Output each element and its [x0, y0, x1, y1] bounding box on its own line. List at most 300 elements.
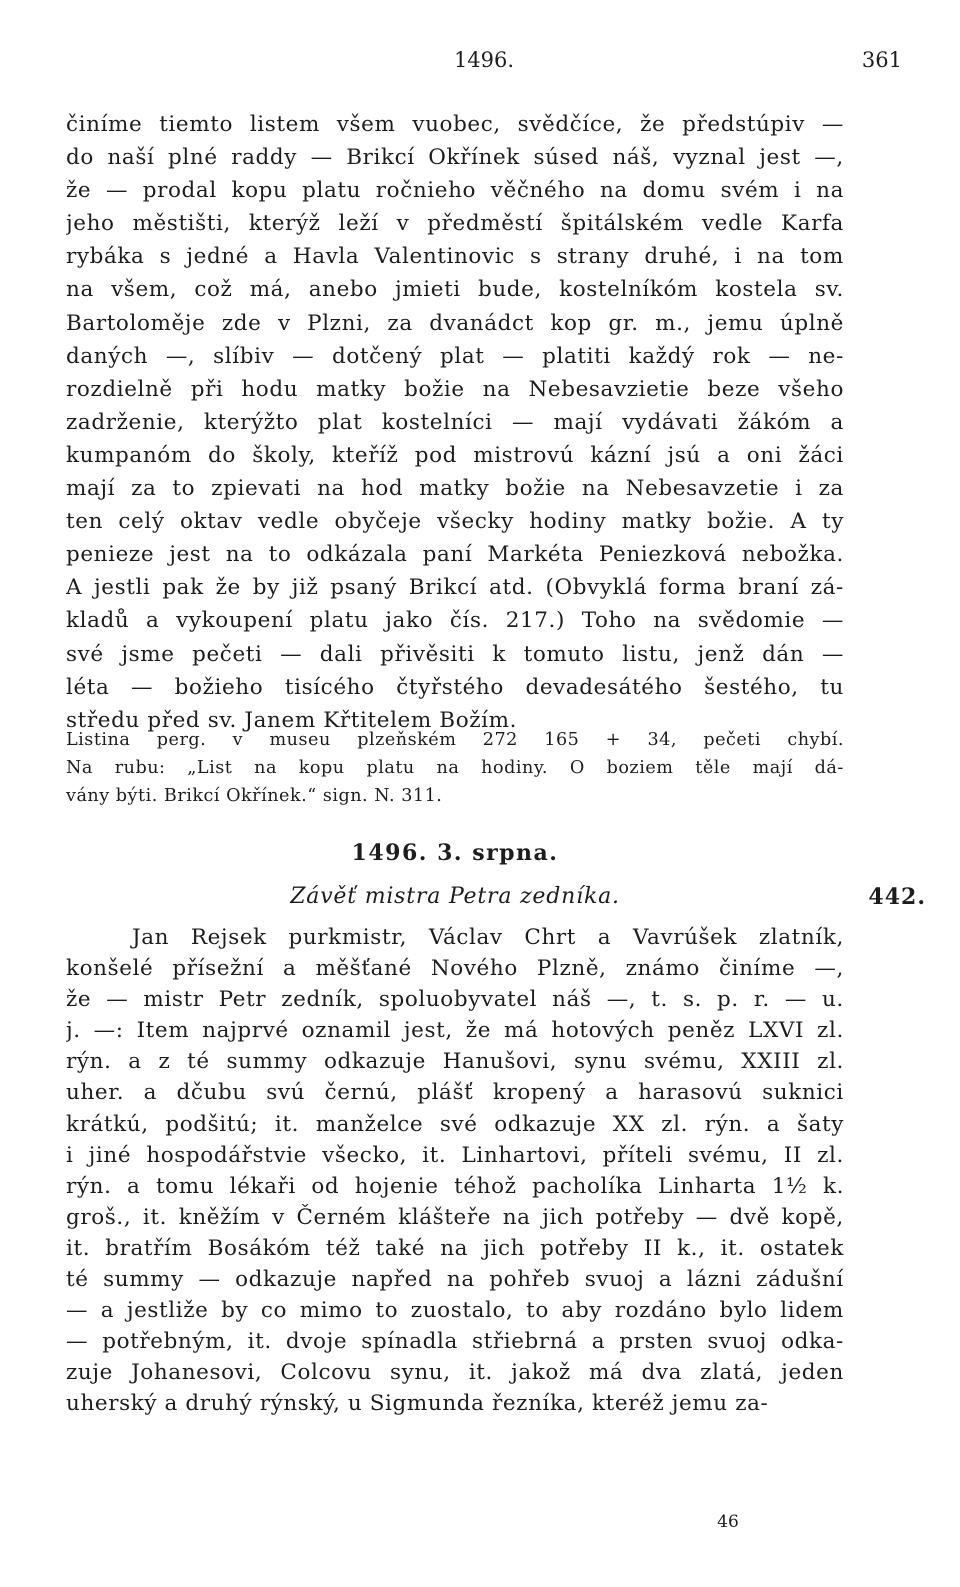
word: Janem	[244, 707, 324, 733]
word: konšelé	[66, 956, 154, 982]
word: na	[440, 1235, 469, 1261]
word: z	[158, 1049, 171, 1075]
word: jedné	[186, 244, 250, 270]
text-line	[66, 538, 844, 571]
word: jestliže	[126, 1298, 209, 1324]
word: it.	[247, 1329, 272, 1355]
word: Božím.	[439, 707, 518, 733]
word: svému,	[643, 1049, 725, 1075]
word: aby	[561, 1298, 603, 1324]
word: před	[147, 707, 208, 733]
word: mimo	[299, 1298, 363, 1324]
word: i	[793, 178, 802, 204]
word: hospodářstvie	[146, 1142, 307, 1168]
word: synu,	[389, 1360, 451, 1386]
word: —	[66, 1298, 89, 1324]
word: —	[292, 343, 315, 369]
text-line	[66, 174, 844, 207]
word: za	[131, 476, 157, 502]
word: kterýžto	[203, 409, 299, 435]
word: těle	[695, 758, 731, 778]
word: hodiny.	[481, 758, 549, 778]
word: zl.	[817, 1142, 844, 1168]
word: u	[347, 1391, 370, 1417]
text-line	[66, 273, 844, 306]
word: sv.	[814, 277, 844, 303]
word: rozdáno	[614, 1298, 707, 1324]
text-line	[66, 1388, 844, 1419]
word: Karfa	[781, 211, 844, 237]
text-line	[66, 984, 844, 1015]
word: —	[695, 1204, 718, 1230]
text-line	[66, 671, 844, 704]
text-line	[66, 604, 844, 637]
word: rýn.	[66, 1173, 112, 1199]
word: všecko,	[322, 1142, 408, 1168]
word: mají	[553, 409, 603, 435]
word: Colcovu	[280, 1360, 372, 1386]
word: odkazuje	[494, 1111, 597, 1137]
word: do	[66, 145, 94, 171]
word: A	[790, 509, 807, 535]
word: všecky	[437, 509, 514, 535]
word: zlatník,	[758, 925, 844, 950]
word: přivěsiti	[380, 641, 475, 667]
word: na	[66, 277, 94, 303]
word: hotových	[551, 1018, 655, 1044]
word: rýnský,	[259, 1391, 348, 1417]
word: penieze	[66, 542, 155, 568]
word: „List	[187, 758, 233, 778]
word: dčubu	[176, 1080, 247, 1106]
word: Sigmunda	[369, 1391, 492, 1417]
word: —,	[165, 343, 196, 369]
word: bratřím	[105, 1235, 193, 1261]
word: matky	[316, 376, 387, 402]
word: tu	[820, 674, 844, 700]
word: za	[387, 310, 413, 336]
word: kumpanóm	[66, 442, 192, 468]
word: hod	[360, 476, 404, 502]
word: forma	[658, 575, 727, 601]
document-date-heading: 1496. 3. srpna.	[351, 840, 559, 866]
word: it.	[422, 1142, 447, 1168]
document-number: 442.	[868, 884, 926, 910]
word: ne-	[808, 343, 844, 369]
word: svém	[720, 178, 780, 204]
word: Křtitelem	[323, 707, 440, 733]
word: p.	[717, 987, 739, 1013]
word: 311.	[401, 786, 443, 806]
text-line	[66, 406, 844, 439]
word: Valentinovic	[374, 244, 515, 270]
word: —	[821, 608, 844, 634]
word: kladů	[66, 608, 130, 634]
word: té	[66, 1267, 89, 1293]
word: odkazuje	[235, 1267, 338, 1293]
word: plat	[440, 343, 485, 369]
word: k.,	[677, 1235, 706, 1261]
word: Brikcí	[346, 145, 415, 171]
word: súsed	[533, 145, 599, 171]
word: od	[311, 1173, 340, 1199]
word: též	[325, 1235, 361, 1261]
word: Vavrúšek	[632, 925, 738, 950]
word: potřeby	[595, 1204, 685, 1230]
word: tom	[800, 244, 844, 270]
word: školy,	[252, 442, 316, 468]
word: i	[795, 476, 803, 502]
word: museu	[269, 730, 331, 750]
word: vuobec,	[412, 112, 501, 137]
word: plášť	[417, 1080, 474, 1106]
word: to	[268, 542, 292, 568]
word: svuoj	[584, 1267, 645, 1293]
word: šaty	[796, 1111, 844, 1137]
word: suknici	[762, 1080, 844, 1106]
word: Na	[66, 758, 93, 778]
word: XXIII	[741, 1049, 801, 1075]
word: anebo	[308, 277, 378, 303]
text-line	[66, 240, 844, 273]
word: jeden	[781, 1360, 844, 1386]
word: že	[66, 987, 92, 1013]
word: mistr	[143, 987, 204, 1013]
word: obyčeje	[334, 509, 422, 535]
word: jsú	[667, 442, 701, 468]
text-line	[66, 373, 844, 406]
word: s	[159, 244, 172, 270]
word: gr.	[608, 310, 639, 336]
text-line	[66, 726, 844, 754]
word: —	[106, 987, 129, 1013]
word: Okřínek	[428, 145, 520, 171]
word: na	[581, 476, 610, 502]
word: kázní	[590, 442, 652, 468]
word: s	[530, 244, 542, 270]
word: mají	[752, 758, 793, 778]
word: Listina	[66, 730, 131, 750]
paragraph-testament-text	[66, 922, 844, 1420]
word: a	[100, 1298, 115, 1324]
word: čtyřstého	[396, 674, 504, 700]
word: božie	[505, 476, 566, 502]
word: bude,	[477, 277, 542, 303]
word: uher.	[66, 1080, 125, 1106]
text-line	[66, 141, 844, 174]
text-line	[66, 1357, 844, 1388]
word: klášteře	[398, 1204, 492, 1230]
word: uherský	[66, 1391, 165, 1417]
word: m.,	[655, 310, 691, 336]
word: plzeňském	[357, 730, 457, 750]
word: v	[272, 1204, 285, 1230]
word: a	[164, 1391, 186, 1417]
text-line	[66, 1326, 844, 1357]
word: —	[280, 641, 303, 667]
word: plat	[317, 409, 363, 435]
word: zá-	[810, 575, 844, 601]
word: 1½	[771, 1173, 808, 1199]
word: Černém	[296, 1204, 387, 1230]
word: oni	[746, 442, 783, 468]
word: má	[588, 1360, 624, 1386]
paragraph-charter-text	[66, 108, 844, 737]
word: atd.	[489, 575, 534, 601]
word: pečeti	[703, 730, 761, 750]
text-line	[66, 953, 844, 984]
word: celý	[118, 509, 165, 535]
word: vedle	[257, 509, 320, 535]
word: platu	[309, 608, 369, 634]
word: it.	[274, 1111, 300, 1137]
word: božie.	[707, 509, 776, 535]
word: svú	[266, 1080, 306, 1106]
word: rubu:	[114, 758, 166, 778]
word: co	[260, 1298, 288, 1324]
word: —	[502, 343, 525, 369]
word: že	[465, 1018, 492, 1044]
word: na	[482, 376, 511, 402]
text-line	[66, 1171, 844, 1202]
word: ty	[822, 509, 844, 535]
word: 34,	[647, 730, 677, 750]
word: manželce	[315, 1111, 424, 1137]
word: dali	[319, 641, 363, 667]
word: Nového	[430, 956, 518, 982]
word: náš,	[612, 145, 660, 171]
text-line	[66, 782, 844, 810]
word: šestého,	[704, 674, 799, 700]
word: téhož	[454, 1173, 517, 1199]
word: Nebesavzietie	[528, 376, 690, 402]
word: ročnieho	[375, 178, 477, 204]
word: jich	[483, 1235, 526, 1261]
word: vyznal	[672, 145, 746, 171]
word: tomuto	[523, 641, 605, 667]
word: za	[818, 476, 844, 502]
word: jenž	[697, 641, 745, 667]
word: všem	[336, 112, 396, 137]
word: černú,	[324, 1080, 398, 1106]
word: na	[317, 476, 345, 502]
word: Plzně,	[536, 956, 607, 982]
word: —	[105, 178, 129, 204]
word: spoluobyvatel	[378, 987, 538, 1013]
word: kostelníkóm	[559, 277, 699, 303]
word: rybáka	[66, 244, 145, 270]
signature-mark: 46	[717, 1512, 739, 1532]
text-line	[66, 754, 844, 782]
word: rok	[712, 343, 751, 369]
word: jestli	[94, 575, 151, 601]
word: na	[816, 178, 844, 204]
word: to	[375, 1298, 399, 1324]
word: dvoje	[285, 1329, 348, 1355]
word: —	[131, 674, 154, 700]
word: dvě	[729, 1204, 770, 1230]
word: žáci	[798, 442, 844, 468]
word: a	[591, 1329, 606, 1355]
word: lékaři	[229, 1173, 296, 1199]
word: (Obvyklá	[545, 575, 648, 601]
word: dán	[762, 641, 805, 667]
word: úplně	[779, 310, 844, 336]
word: Linharta	[658, 1173, 757, 1199]
word: odkázala	[306, 542, 408, 568]
word: Václav	[428, 925, 503, 950]
word: platiti	[542, 343, 611, 369]
word: Bosákóm	[207, 1235, 311, 1261]
word: Item	[136, 1018, 190, 1044]
word: Brikcí	[163, 786, 227, 806]
word: své	[439, 1111, 478, 1137]
word: pacholíka	[532, 1173, 643, 1199]
word: jest	[759, 145, 801, 171]
word: listu,	[622, 641, 680, 667]
word: kopu	[298, 758, 345, 778]
word: a	[766, 1111, 781, 1137]
word: činíme	[66, 112, 143, 137]
word: pak	[162, 575, 204, 601]
word: synu	[573, 1049, 628, 1075]
word: věčného	[490, 178, 586, 204]
word: přísežní	[172, 956, 264, 982]
word: kterýž	[248, 211, 321, 237]
word: s.	[682, 987, 703, 1013]
text-line	[66, 922, 844, 953]
word: a	[605, 1080, 619, 1106]
word: jich	[542, 1204, 585, 1230]
word: v	[396, 211, 410, 237]
word: své	[66, 641, 104, 667]
word: vykoupení	[176, 608, 293, 634]
word: groš.,	[66, 1204, 132, 1230]
word: že	[215, 575, 241, 601]
word: Markéta	[487, 542, 584, 568]
word: kropený	[492, 1080, 586, 1106]
word: na	[254, 758, 277, 778]
word: —	[310, 145, 333, 171]
word: it.	[66, 1235, 91, 1261]
word: také	[375, 1235, 426, 1261]
word: jako	[385, 608, 434, 634]
word: hodiny	[529, 509, 607, 535]
word: býti.	[115, 786, 164, 806]
word: svědomie	[697, 608, 806, 634]
word: každý	[628, 343, 695, 369]
text-line	[66, 571, 844, 604]
word: najprvé	[202, 1018, 289, 1044]
word: božieho	[174, 674, 264, 700]
word: II	[643, 1235, 662, 1261]
word: A	[66, 575, 83, 601]
word: za-	[735, 1391, 769, 1417]
word: rýn.	[66, 1049, 112, 1075]
word: Bartoloměje	[66, 310, 206, 336]
word: zlatá,	[700, 1360, 764, 1386]
word: do	[208, 442, 236, 468]
word: druhý	[185, 1391, 260, 1417]
word: prodal	[142, 178, 217, 204]
word: tomu	[155, 1173, 215, 1199]
word: k.	[822, 1173, 844, 1199]
word: it.	[142, 1204, 168, 1230]
word: 217.)	[505, 608, 565, 634]
archival-note	[66, 726, 844, 810]
word: a	[264, 244, 278, 270]
text-line	[66, 439, 844, 472]
word: nebožka.	[741, 542, 844, 568]
word: —	[768, 343, 791, 369]
word: na	[502, 1204, 531, 1230]
word: mistrovú	[473, 442, 575, 468]
word: pohřeb	[489, 1267, 571, 1293]
word: —	[512, 409, 535, 435]
word: řezníka,	[491, 1391, 592, 1417]
word: braní	[738, 575, 799, 601]
word: Johanesovi,	[131, 1360, 263, 1386]
word: Okřínek.“	[226, 786, 323, 806]
word: it.	[720, 1235, 745, 1261]
word: sign.	[322, 786, 375, 806]
word: +	[605, 730, 622, 750]
word: tiemto	[159, 112, 233, 137]
word: čís.	[449, 608, 490, 634]
word: beze	[707, 376, 761, 402]
word: by	[252, 575, 280, 601]
word: —,	[814, 956, 844, 982]
word: středu	[66, 707, 148, 733]
word: peněz	[667, 1018, 736, 1044]
word: jemu	[671, 1391, 736, 1417]
word: a	[717, 442, 731, 468]
running-head-year: 1496.	[453, 48, 515, 72]
word: Jan	[132, 925, 170, 950]
word: napřed	[351, 1267, 433, 1293]
word: jest,	[403, 1018, 453, 1044]
word: zl.	[817, 1049, 844, 1075]
document-title: Závěť mistra Petra zedníka.	[290, 884, 620, 909]
word: na	[436, 758, 460, 778]
word: strany	[556, 244, 630, 270]
word: k	[492, 641, 506, 667]
word: II	[783, 1142, 802, 1168]
word: svému,	[688, 1142, 769, 1168]
word: t.	[651, 987, 668, 1013]
word: dá-	[814, 758, 844, 778]
word: jsme	[121, 641, 175, 667]
word: předměstí	[427, 211, 543, 237]
word: měšťané	[315, 956, 412, 982]
word: —	[821, 112, 844, 137]
word: devadesátého	[525, 674, 683, 700]
word: zl.	[817, 1018, 844, 1044]
word: oktav	[179, 509, 243, 535]
word: jest	[169, 542, 211, 568]
word: boziem	[606, 758, 674, 778]
word: v	[277, 310, 291, 336]
word: psaný	[330, 575, 397, 601]
word: střiebrná	[472, 1329, 578, 1355]
word: jiné	[88, 1142, 132, 1168]
word: a	[127, 1173, 141, 1199]
word: odka-	[781, 1329, 844, 1355]
word: 165	[544, 730, 580, 750]
word: příteli	[602, 1142, 673, 1168]
word: Petr	[218, 987, 267, 1013]
word: jakož	[511, 1360, 571, 1386]
